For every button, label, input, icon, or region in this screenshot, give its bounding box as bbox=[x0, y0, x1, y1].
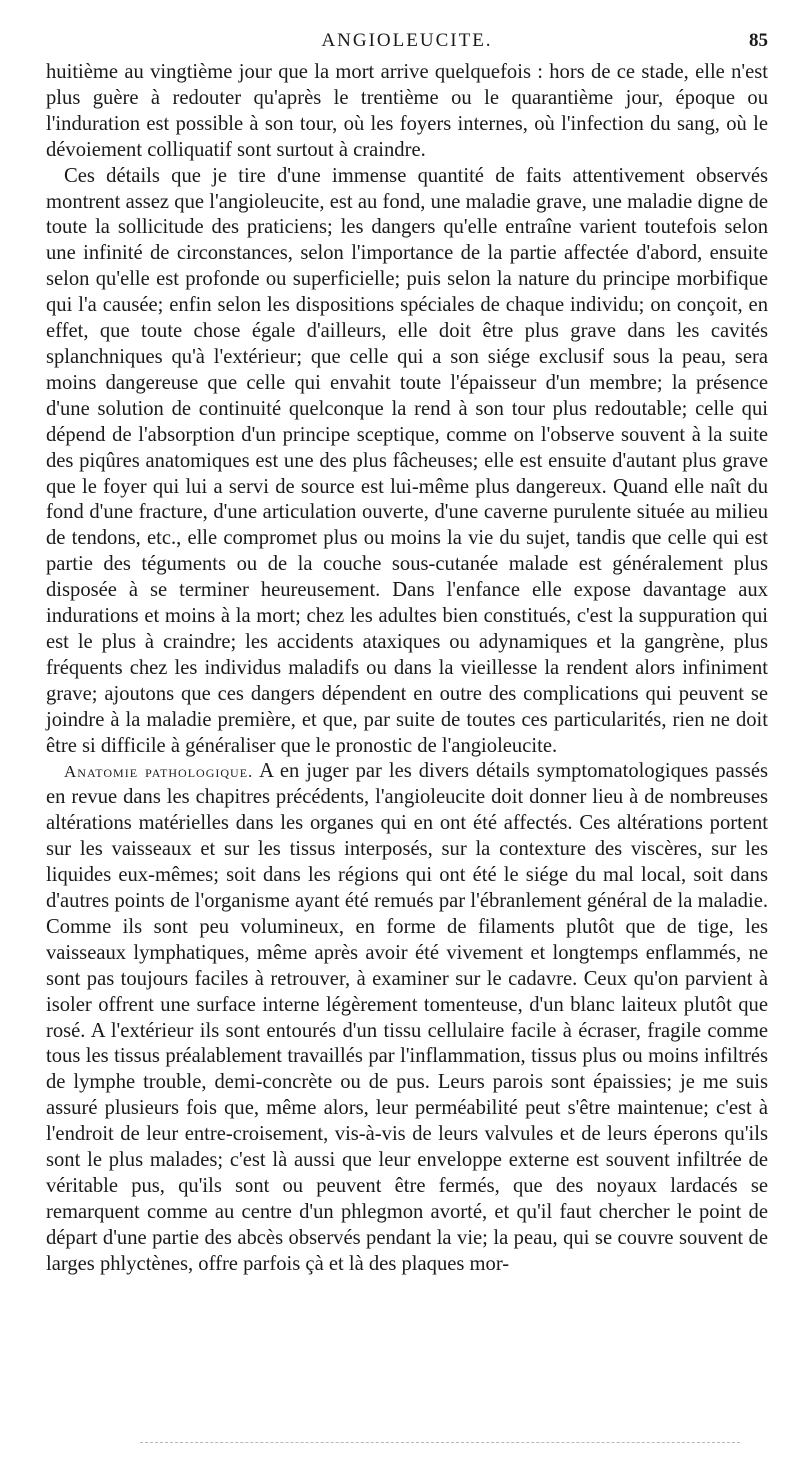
section-heading: Anatomie pathologique. bbox=[64, 762, 254, 782]
page-number: 85 bbox=[749, 30, 768, 51]
paragraph-prognosis bbox=[46, 164, 768, 760]
paragraph-text: huitième au vingtième jour que la mort arrive quelquefois : hors de ce stade, elle n'est plus guère à redouter qu'après le trentième ou le quarantième jour, époque ou l'induration est possible à son tour, où les foyers internes, où l'infection du sang, où le dévoiement colliquatif sont surtout à craindre. bbox=[46, 61, 768, 161]
paragraph-pathological-anatomy bbox=[46, 759, 768, 1277]
paragraph-continuation bbox=[46, 60, 768, 164]
running-title: ANGIOLEUCITE. bbox=[321, 30, 493, 51]
running-head bbox=[46, 30, 768, 54]
footer-rule bbox=[140, 1442, 740, 1443]
paragraph-text: A en juger par les divers détails symptomatologiques passés en revue dans les chapitres précédents, l'angioleucite doit donner lieu à de nombreuses altérations matérielles dans les organes qui en ont été affectés. Ces altérations portent sur les vaisseaux et sur les tissus interposés, sur la contexture des viscères, sur les liquides eux-mêmes; soit dans les régions qui ont été le siége du mal local, soit dans d'autres points de l'organisme ayant été remués par l'ébranlement général de la maladie. Comme ils sont peu volumineux, en forme de filaments plutôt que de tige, les vaisseaux lymphatiques, même après avoir été vivement et longtemps enflammés, ne sont pas toujours faciles à retrouver, à examiner sur le cadavre. Ceux qu'on parvient à isoler offrent une surface interne légèrement tomenteuse, d'un blanc laiteux plutôt que rosé. A l'extérieur ils sont entourés d'un tissu cellulaire facile à écraser, fragile comme tous les tissus préalablement travaillés par l'inflammation, tissus plus ou moins infiltrés de lymphe trouble, demi-concrète ou de pus. Leurs parois sont épaissies; je me suis assuré plusieurs fois que, même alors, leur perméabilité peut s'être maintenue; c'est à l'endroit de leur entre-croisement, vis-à-vis de leurs valvules et de leurs éperons qu'ils sont le plus malades; c'est là aussi que leur enveloppe externe est souvent infiltrée de véritable pus, qu'ils sont ou peuvent être fermés, que des noyaux lardacés se remarquent comme au centre d'un phlegmon avorté, et qu'il faut chercher le point de départ d'une partie des abcès observés pendant la vie; la peau, qui se couvre souvent de larges phlyctènes, offre parfois çà et là des plaques mor- bbox=[46, 760, 769, 1275]
paragraph-text: Ces détails que je tire d'une immense quantité de faits attentivement observés montrent assez que l'angioleucite, est au fond, une maladie grave, une maladie digne de toute la sollicitude des praticiens; les dangers qu'elle entraîne varient toutefois selon une infinité de circonstances, selon l'importance de la partie affectée d'abord, ensuite selon qu'elle est profonde ou superficielle; puis selon la nature du principe morbifique qui l'a causée; enfin selon les dispositions spéciales de chaque individu; on conçoit, en effet, que toute chose égale d'ailleurs, elle doit être plus grave dans les cavités splanchniques qu'à l'extérieur; que celle qui a son siége exclusif sous la peau, sera moins dangereuse que celle qui envahit toute l'épaisseur d'un membre; la présence d'une solution de continuité quelconque la rend à son tour plus redoutable; celle qui dépend de l'absorption d'un principe sceptique, comme on l'observe souvent à la suite des piqûres anatomiques est une des plus fâcheuses; elle est ensuite d'autant plus grave que le foyer qui lui a servi de source est lui-même plus dangereux. Quand elle naît du fond d'une fracture, d'une articulation ouverte, d'une caverne purulente située au milieu de tendons, etc., elle compromet plus ou moins la vie du sujet, tandis que celle qui est partie des téguments ou de la couche sous-cutanée malade est généralement plus disposée à se terminer heureusement. Dans l'enfance elle expose davantage aux indurations et moins à la mort; chez les adultes bien constitués, c'est la suppuration qui est le plus à craindre; les accidents ataxiques ou adynamiques et la gangrène, plus fréquents chez les individus maladifs ou dans la vieillesse la rendent alors infiniment grave; ajoutons que ces dangers dépendent en outre des complications qui peuvent se joindre à la maladie première, et que, par suite de toutes ces particularités, rien ne doit être si difficile à généraliser que le pronostic de l'angioleucite. bbox=[46, 164, 768, 757]
body-text bbox=[46, 60, 768, 1278]
